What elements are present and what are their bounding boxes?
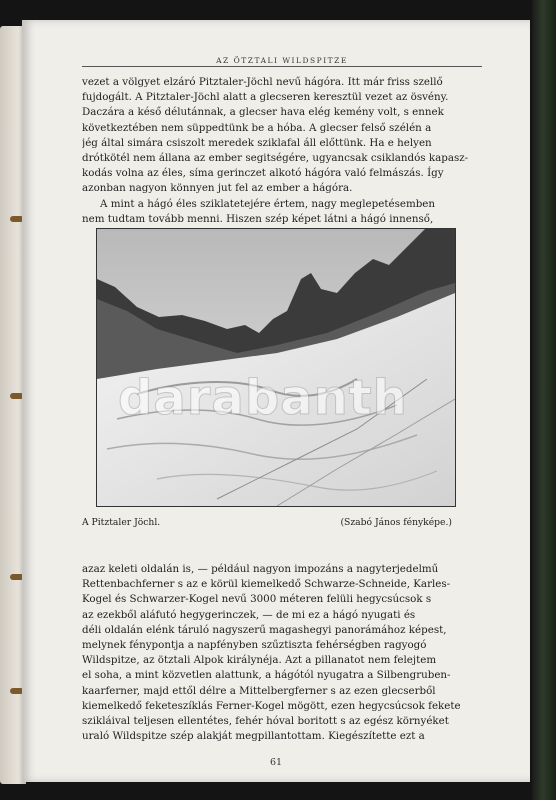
text-line: el soha, a mint közvetlen alattunk, a hágótól nyugatra a Silbengruben- bbox=[82, 669, 451, 682]
text-line: az ezekből aláfutó hegygerinczek, — de mi ez a hágó nyugati és bbox=[82, 608, 416, 621]
text-line: kaarferner, majd ettől délre a Mittelbergferner s az ezen glecserből bbox=[82, 684, 436, 697]
text-line: Wildspitze, az ötztali Alpok királynéja. Azt a pillanatot nem felejtem bbox=[82, 654, 437, 667]
body-text-bottom bbox=[82, 562, 492, 744]
book-edge-right bbox=[532, 0, 556, 800]
photo-credit: (Szabó János fényképe.) bbox=[340, 517, 452, 528]
text-line: nem tudtam tovább menni. Hiszen szép képet látni a hágó innenső, bbox=[82, 212, 434, 225]
text-line: vezet a völgyet elzáró Pitztaler-Jöchl nevű hágóra. Itt már friss szellő bbox=[82, 76, 443, 88]
text-line: kodás volna az éles, síma gerinczet alkotó hágóra való felmászás. Így bbox=[82, 167, 444, 180]
text-line: szikláival teljesen ellentétes, fehér hóval boritott s az egész környéket bbox=[82, 715, 449, 728]
text-line: uraló Wildspitze szép alakját megpillantottam. Kiegészítette ezt a bbox=[82, 730, 425, 743]
text-line: következtében nem süppedtünk be a hóba. A glecser felső szélén a bbox=[82, 121, 432, 134]
running-header: AZ ÖTZTALI WILDSPITZE bbox=[216, 56, 348, 65]
text-line: drótkötél nem állana az ember segitségére, ugyancsak csiklandós kapasz- bbox=[82, 152, 469, 165]
text-line: melynek fénypontja a napfényben szűztiszta fehérségben ragyogó bbox=[82, 639, 427, 652]
mountain-photo bbox=[96, 228, 456, 507]
text-line: Daczára a késő délutánnak, a glecser hava elég kemény volt, s ennek bbox=[82, 106, 444, 119]
watermark: darabanth bbox=[118, 370, 408, 426]
text-line: jég által simára csiszolt meredek sziklafal áll előttünk. Ha e helyen bbox=[82, 136, 432, 149]
header-rule bbox=[82, 66, 482, 67]
text-line: fujdogált. A Pitztaler-Jöchl alatt a glecseren keresztül vezet az ösvény. bbox=[82, 91, 449, 104]
text-line: Kogel és Schwarzer-Kogel nevű 3000 méteren felüli hegycsúcsok s bbox=[82, 593, 432, 606]
text-line: azaz keleti oldalán is, — például nagyon impozáns a nagyterjedelmű bbox=[82, 563, 439, 575]
photo-caption: A Pitztaler Jöchl. bbox=[82, 517, 161, 528]
text-line: A mint a hágó éles sziklatetejére értem, nagy meglepetésemben bbox=[100, 197, 436, 210]
body-text-top bbox=[82, 75, 492, 227]
text-line: déli oldalán elénk táruló nagyszerű magashegyi panorámához képest, bbox=[82, 623, 447, 636]
text-line: azonban nagyon könnyen jut fel az ember a hágóra. bbox=[82, 182, 353, 195]
page-number: 61 bbox=[269, 757, 283, 768]
text-line: Rettenbachferner s az e körül kiemelkedő Schwarze-Schneide, Karles- bbox=[82, 578, 451, 591]
glacier-illustration bbox=[97, 229, 455, 506]
text-line: kiemelkedő feketeszíklás Ferner-Kogel mögött, ezen hegycsúcsok fekete bbox=[82, 699, 461, 712]
